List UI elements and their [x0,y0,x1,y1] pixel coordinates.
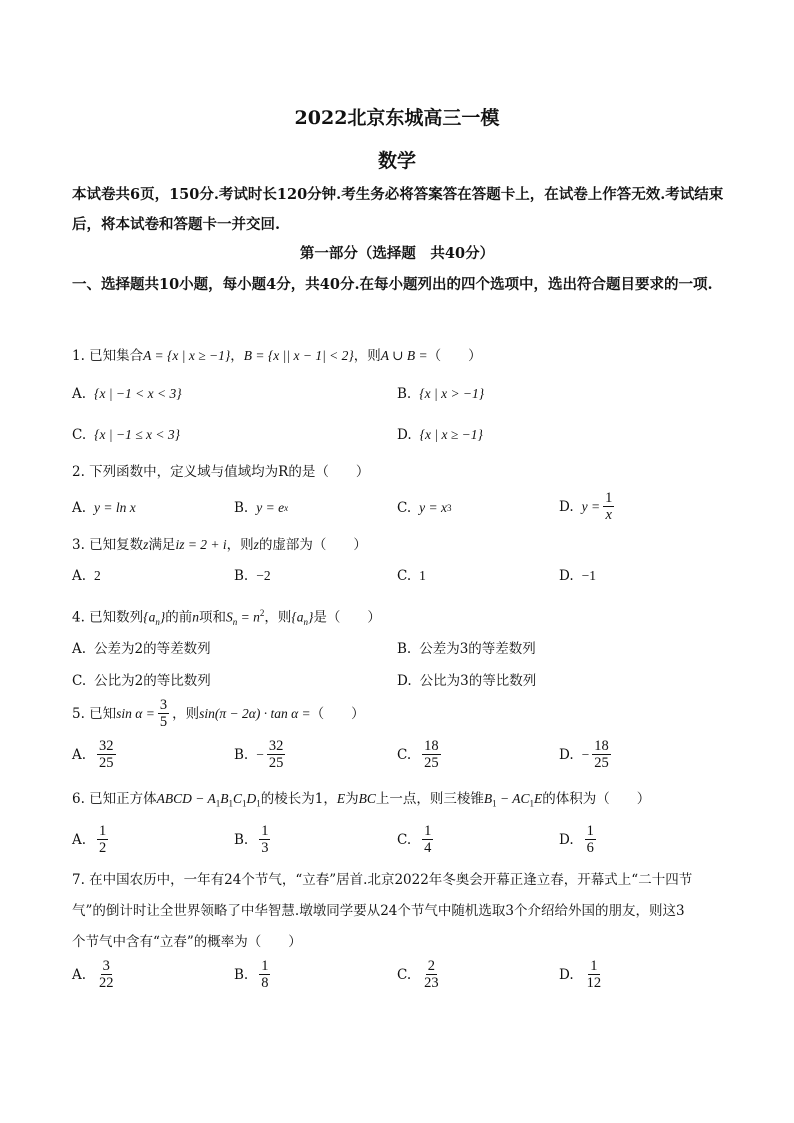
question-3-option-b: B. −2 [234,568,271,584]
question-4-option-c: C. 公比为2的等比数列 [72,673,211,689]
question-5-option-d: D. − $\frac{18}{25}$ [559,738,609,771]
question-7-stem-line-2: 气”的倒计时让全世界领略了中华智慧.墩墩同学要从24个节气中随机选取3个介绍给外国的朋友，则这3 [72,903,685,919]
exam-subject: 数学 [377,150,416,172]
exam-instructions: 本试卷共6页，150分.考试时长120分钟.考生务必将答案答在答题卡上，在试卷上作答无效.考试结束后，将本试卷和答题卡一并交回. [72,186,724,233]
question-1-option-b: B. {x | x > −1} [397,386,485,402]
question-5-option-a: A. $\frac{32}{25}$ [72,738,114,771]
question-7-option-d: D. $\frac{1}{12}$ [559,958,602,991]
question-7-stem-line-3: 个节气中含有“立春”的概率为（ ） [72,934,302,950]
fraction: $\frac{1}{x}$ [605,490,613,523]
question-1-option-c: C. {x | −1 ≤ x < 3} [72,427,181,443]
question-5-option-c: C. $\frac{18}{25}$ [397,738,439,771]
question-4-stem: 4. 已知数列$\{a_n\}$的前n项和$S_n = n^2$，则$\{a_n\}$是（ ） [72,608,381,628]
question-3-option-c: C. 1 [397,568,426,584]
question-7-stem-line-1: 7. 在中国农历中，一年有24个节气，“立春”居首.北京2022年冬奥会开幕正逢立春，开幕式上“二十四节 [72,872,693,888]
question-2-option-d: D. y = $\frac{1}{x}$ [559,490,613,523]
fraction: $\frac{3}{5}$ [159,697,168,730]
exam-title: 2022北京东城高三一模 [294,107,500,129]
question-6-option-b: B. $\frac{1}{3}$ [234,823,269,856]
question-3-stem: 3. 已知复数z满足iz = 2 + i，则z的虚部为（ ） [72,537,367,553]
question-6-option-a: A. $\frac{1}{2}$ [72,823,107,856]
part-one-heading: 第一部分（选择题 共40分） [299,245,495,262]
question-1-option-a: A. {x | −1 < x < 3} [72,386,182,402]
question-6-option-c: C. $\frac{1}{4}$ [397,823,432,856]
question-4-option-b: B. 公差为3的等差数列 [397,641,536,657]
question-6-option-d: D. $\frac{1}{6}$ [559,823,594,856]
question-3-option-d: D. −1 [559,568,597,584]
set-b: B = {x || x − 1| < 2} [243,348,354,363]
question-4-option-a: A. 公差为2的等差数列 [72,641,211,657]
question-1-option-d: D. {x | x ≥ −1} [397,427,483,443]
question-2-option-b: B. y = e x [234,500,289,516]
question-7-option-a: A. $\frac{3}{22}$ [72,958,114,991]
set-a: A = {x | x ≥ −1} [143,348,231,363]
question-5-option-b: B. − $\frac{32}{25}$ [234,738,284,771]
question-6-stem: 6. 已知正方体ABCD − $A_1B_1C_1D_1$的棱长为1，E为BC上一点，则三棱锥$B_1 - AC_1E$的体积为（ ） [72,791,651,809]
question-3-option-a: A. 2 [72,568,101,584]
question-5-stem: 5. 已知 sin α = $\frac{3}{5}$ ，则 sin(π − 2α) · tan α = （ ） [72,697,365,730]
question-7-option-c: C. $\frac{2}{23}$ [397,958,439,991]
union-expr: A ∪ B = [380,348,428,363]
question-2-option-c: C. y = x 3 [397,500,452,516]
question-4-option-d: D. 公比为3的等比数列 [397,673,537,689]
question-7-option-b: B. $\frac{1}{8}$ [234,958,269,991]
section-one-heading: 一、选择题共10小题，每小题4分，共40分.在每小题列出的四个选项中，选出符合题目要求的一项. [72,276,713,293]
question-2-stem: 2. 下列函数中，定义域与值域均为R的是（ ） [72,464,370,480]
question-2-option-a: A. y = ln x [72,500,136,516]
question-1-stem: 1. 已知集合A = {x | x ≥ −1}，B = {x || x − 1| < 2}，则A ∪ B =（ ） [72,348,482,364]
